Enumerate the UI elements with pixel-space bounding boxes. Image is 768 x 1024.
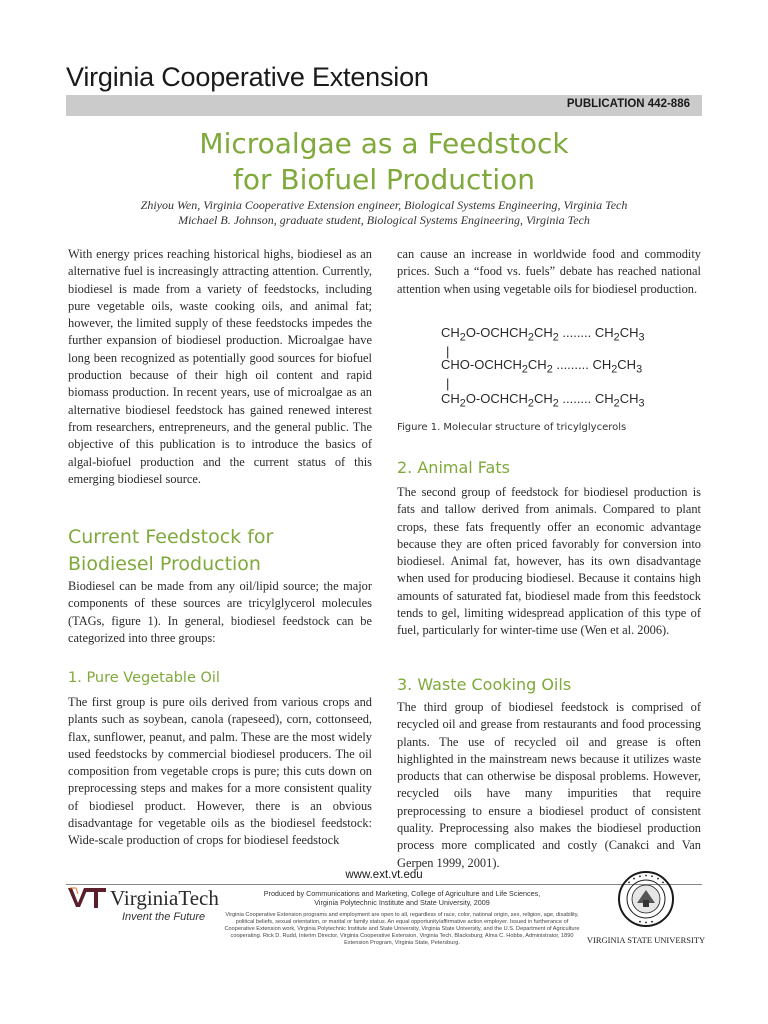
section-heading-current-line2: Biodiesel Production <box>68 553 261 575</box>
produced-by <box>222 889 582 907</box>
figure-caption: Figure 1. Molecular structure of tricylglycerols <box>397 422 627 433</box>
section-heading-vegetable-oil: 1. Pure Vegetable Oil <box>68 670 220 686</box>
vt-monogram-icon <box>66 885 110 911</box>
author-line2: Michael B. Johnson, graduate student, Biological Systems Engineering, Virginia Tech <box>178 213 590 227</box>
vt-tagline: Invent the Future <box>122 911 206 923</box>
document-title-line2: for Biofuel Production <box>233 163 535 196</box>
section-heading-animal-fats: 2. Animal Fats <box>397 458 510 477</box>
current-feedstock-paragraph: Biodiesel can be made from any oil/lipid source; the major components of these sources are tricylglycerol molecules (TAGs, figure 1). In general, biodiesel feedstock can be categorized into three groups: <box>68 579 372 645</box>
produced-by-line1: Produced by Communications and Marketing, College of Agriculture and Life Sciences, <box>263 889 541 898</box>
publication-bar <box>66 95 702 116</box>
intro-paragraph: With energy prices reaching historical highs, biodiesel as an alternative fuel is increasingly attracting attention. Currently, biodiesel is made from a variety of feedstocks, including pure vegetable oils, waste cooking oils, and animal fat; however, the limited supply of these feedstocks impedes the further expansion of biodiesel production. Microalgae have long been recognized as potentially good sources for biofuel production because of their high oil content and rapid biomass production. In recent years, use of microalgae as an alternative biodiesel feedstock has gained renewed interest from researchers, entrepreneurs, and the general public. The objective of this publication is to introduce the basics of algal-biofuel production and the current status of this emerging biodiesel source. <box>68 247 372 486</box>
virginia-tech-logo <box>66 885 219 923</box>
vsu-seal-icon <box>617 870 675 928</box>
section-heading-waste-oils: 3. Waste Cooking Oils <box>397 675 572 694</box>
produced-by-line2: Virginia Polytechnic Institute and State University, 2009 <box>314 898 490 907</box>
vegetable-oil-paragraph: The first group is pure oils derived from various crops and plants such as soybean, canola (rapeseed), corn, cottonseed, flax, sunflower, peanut, and palm. These are the most widely used feedstocks by commercial biodiesel producers. The oil composition from vegetable crops is pure; this cuts down on preprocessing steps and makes for a more consistent quality of biodiesel product. However, there is an obvious disadvantage for vegetable oils as the biodiesel feedstock: Wide-scale production of crops for biodiesel feedstock <box>68 695 372 848</box>
right-column-continuation: can cause an increase in worldwide food and commodity prices. Such a “food vs. fuels” debate has reached national attention when using vegetable oils for biodiesel production. <box>397 247 701 296</box>
author-line1: Zhiyou Wen, Virginia Cooperative Extension engineer, Biological Systems Engineering, Virginia Tech <box>140 198 628 212</box>
tag-structure-row3: $CH_2O-OCHCH_2CH_2$ ........ $CH_2CH_3$ <box>441 391 645 410</box>
fine-print: Virginia Cooperative Extension programs and employment are open to all, regardless of race, color, national origin, sex, religion, age, disability, political beliefs, sexual orientation, or marital or family status. An equal opportunity/affirmative action employer. Issued in furtherance of Cooperative Extension work, Virginia Polytechnic Institute and State University, Virginia State University, and the U.S. Department of Agriculture cooperating. Rick D. Rudd, Interim Director, Virginia Cooperative Extension, Virginia Tech, Blacksburg; Alma C. Hobbs, Administrator, 1890 Extension Program, Virginia State, Petersburg. <box>224 912 580 946</box>
waste-oils-paragraph: The third group of biodiesel feedstock is comprised of recycled oil and grease from restaurants and food processing plants. The use of recycled oil and grease is often highlighted in the mainstream news because it utilizes waste products that can otherwise be disposal problems. However, recycled oils have many impurities that require preprocessing to ensure a biodiesel product of consistent quality. Preprocessing also makes the biodiesel production process more complicated and costly (Canakci and Van Gerpen 1999, 2001). <box>397 700 701 870</box>
tag-bond-1: | <box>446 344 450 359</box>
vsu-wordmark: VIRGINIA STATE UNIVERSITY <box>586 935 706 945</box>
org-title: Virginia Cooperative Extension <box>66 62 429 92</box>
vsu-logo <box>585 870 707 945</box>
tag-bond-2: | <box>446 376 450 391</box>
section-heading-current-line1: Current Feedstock for <box>68 526 274 548</box>
tag-structure-row2: CHO-$OCHCH_2CH_2$ ......... $CH_2CH_3$ <box>441 357 643 376</box>
publication-number: PUBLICATION 442-886 <box>566 98 690 110</box>
document-title-line1: Microalgae as a Feedstock <box>199 127 569 160</box>
animal-fats-paragraph: The second group of feedstock for biodiesel production is fats and tallow derived from animals. Compared to plant crops, these fats frequently offer an economic advantage because they are often priced favorably for conversion into biodiesel. Animal fat, however, has its own disadvantage when used for producing biodiesel. Because it contains high amounts of saturated fat, biodiesel made from this feedstock tends to gel, limiting widespread application of this type of fuel, particularly for winter-time use (Wen et al. 2006). <box>397 485 701 638</box>
vt-wordmark: VirginiaTech <box>110 886 219 910</box>
tag-structure-row1: $CH_2O-OCHCH_2CH_2$ ........ $CH_2CH_3$ <box>441 325 645 344</box>
footer-url[interactable]: www.ext.vt.edu <box>345 869 423 881</box>
